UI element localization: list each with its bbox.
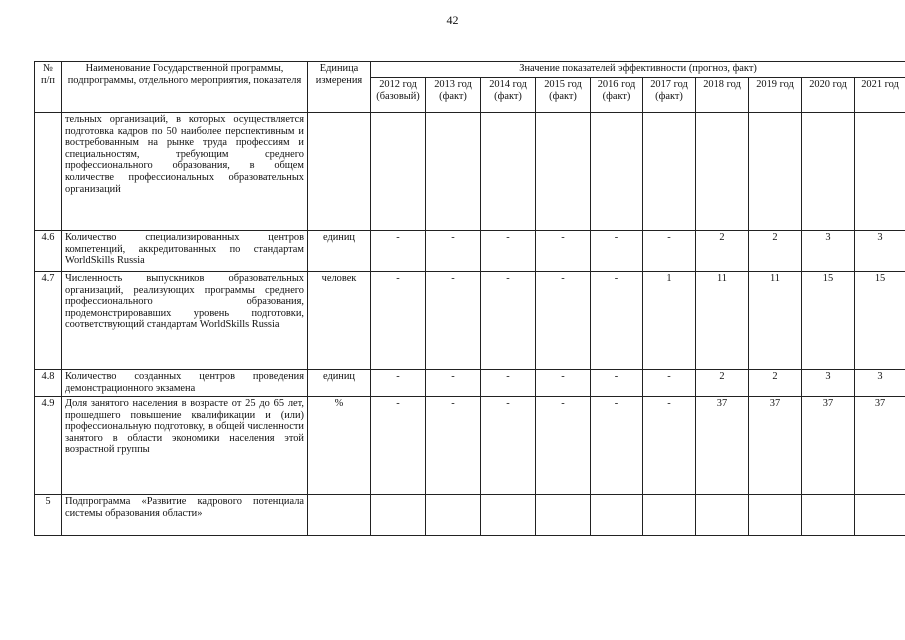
row-value: 2 <box>696 231 749 272</box>
row-value: 11 <box>749 272 802 370</box>
row-value: 3 <box>802 231 855 272</box>
row-num: 5 <box>35 495 62 536</box>
row-value: 37 <box>749 397 802 495</box>
header-year: 2013 год (факт) <box>426 78 481 113</box>
header-year: 2019 год <box>749 78 802 113</box>
row-value: 15 <box>802 272 855 370</box>
row-value <box>536 113 591 231</box>
row-value <box>696 113 749 231</box>
row-value <box>371 113 426 231</box>
row-value: - <box>643 397 696 495</box>
header-year: 2018 год <box>696 78 749 113</box>
header-year: 2020 год <box>802 78 855 113</box>
row-unit <box>308 495 371 536</box>
row-value: - <box>426 397 481 495</box>
header-year: 2016 год (факт) <box>591 78 643 113</box>
row-value: - <box>643 370 696 397</box>
row-name: Доля занятого населения в возрасте от 25 до 65 лет, прошедшего повышение квалификации и (или) профессиональную подготовку, в общей численности занятого в области экономики населения этой возрастной группы <box>62 397 308 495</box>
row-value: - <box>536 370 591 397</box>
row-value: - <box>426 272 481 370</box>
row-num: 4.8 <box>35 370 62 397</box>
header-year: 2015 год (факт) <box>536 78 591 113</box>
row-value <box>643 495 696 536</box>
row-num: 4.7 <box>35 272 62 370</box>
row-unit: % <box>308 397 371 495</box>
row-value <box>481 495 536 536</box>
row-value <box>802 495 855 536</box>
row-value: 2 <box>749 370 802 397</box>
row-value <box>591 113 643 231</box>
row-value: - <box>536 231 591 272</box>
row-value <box>371 495 426 536</box>
row-value <box>802 113 855 231</box>
row-value <box>696 495 749 536</box>
indicators-table <box>34 61 905 536</box>
row-value <box>643 113 696 231</box>
row-value: - <box>371 397 426 495</box>
row-unit: единиц <box>308 231 371 272</box>
row-num <box>35 113 62 231</box>
row-value: - <box>591 370 643 397</box>
row-value: - <box>426 231 481 272</box>
row-num: 4.9 <box>35 397 62 495</box>
row-value: 2 <box>749 231 802 272</box>
row-value <box>855 495 905 536</box>
row-value: - <box>481 272 536 370</box>
row-value: - <box>371 272 426 370</box>
row-value: - <box>371 231 426 272</box>
row-num: 4.6 <box>35 231 62 272</box>
row-value: - <box>481 231 536 272</box>
row-name: Подпрограмма «Развитие кадрового потенциала системы образования области» <box>62 495 308 536</box>
row-value: - <box>481 397 536 495</box>
row-unit: человек <box>308 272 371 370</box>
row-value: 37 <box>696 397 749 495</box>
table-row <box>35 272 905 370</box>
header-unit: Единица измерения <box>308 62 371 113</box>
row-value: 3 <box>802 370 855 397</box>
row-value: 3 <box>855 231 905 272</box>
row-value: - <box>536 272 591 370</box>
row-value <box>855 113 905 231</box>
row-value: - <box>591 272 643 370</box>
header-name: Наименование Государственной программы, подпрограммы, отдельного мероприятия, показателя <box>62 62 308 113</box>
row-value <box>536 495 591 536</box>
row-value: 37 <box>802 397 855 495</box>
row-name: Численность выпускников образовательных организаций, реализующих программы среднего профессионального образования, продемонстрировавших уровень подготовки, соответствующий стандартам WorldSkills Russia <box>62 272 308 370</box>
row-value: - <box>371 370 426 397</box>
header-values: Значение показателей эффективности (прогноз, факт) <box>371 62 905 78</box>
row-name: Количество созданных центров проведения демонстрационного экзамена <box>62 370 308 397</box>
row-unit: единиц <box>308 370 371 397</box>
row-value <box>426 495 481 536</box>
row-value: - <box>591 231 643 272</box>
header-year: 2021 год <box>855 78 905 113</box>
row-value: 37 <box>855 397 905 495</box>
row-value: 15 <box>855 272 905 370</box>
table-row <box>35 370 905 397</box>
row-value: 11 <box>696 272 749 370</box>
row-value <box>591 495 643 536</box>
row-name: Количество специализированных центров компетенций, аккредитованных по стандартам WorldSkills Russia <box>62 231 308 272</box>
row-value: 1 <box>643 272 696 370</box>
row-value: - <box>591 397 643 495</box>
row-value: 3 <box>855 370 905 397</box>
header-num: № п/п <box>35 62 62 113</box>
row-value <box>749 113 802 231</box>
row-value: - <box>643 231 696 272</box>
row-value: 2 <box>696 370 749 397</box>
page-number: 42 <box>446 13 459 27</box>
row-value: - <box>426 370 481 397</box>
table-row <box>35 495 905 536</box>
row-value <box>749 495 802 536</box>
header-year: 2014 год (факт) <box>481 78 536 113</box>
table-row <box>35 397 905 495</box>
row-value <box>481 113 536 231</box>
table-row <box>35 113 905 231</box>
header-year: 2012 год (базовый) <box>371 78 426 113</box>
header-row-1 <box>35 62 905 78</box>
row-value: - <box>481 370 536 397</box>
table-row <box>35 231 905 272</box>
row-unit <box>308 113 371 231</box>
row-value <box>426 113 481 231</box>
row-value: - <box>536 397 591 495</box>
row-name: тельных организаций, в которых осуществляется подготовка кадров по 50 наиболее перспективным и востребованным на рынке труда профессиям и специальностям, требующим среднего профессионального образования, в общем количестве профессиональных образовательных организаций <box>62 113 308 231</box>
header-year: 2017 год (факт) <box>643 78 696 113</box>
